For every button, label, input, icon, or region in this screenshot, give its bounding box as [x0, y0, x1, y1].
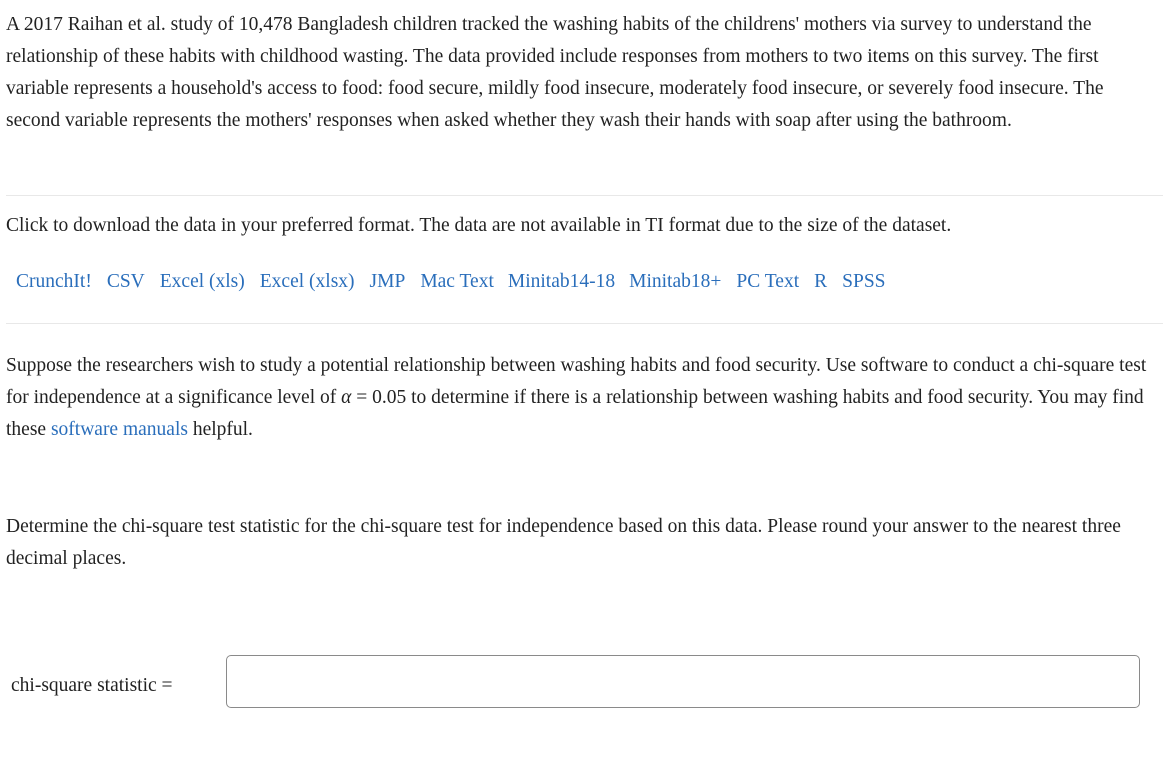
question-part1: Suppose the researchers wish to study a potential relationship between washing habits and food security. Use software to conduct a chi-square test for independence at a significance level of — [6, 355, 1147, 408]
download-instructions: Click to download the data in your preferred format. The data are not available in TI format due to the size of the dataset. — [6, 215, 952, 236]
download-mac-text-link[interactable]: Mac Text — [420, 271, 494, 292]
download-pc-text-link[interactable]: PC Text — [736, 271, 800, 292]
question-part3: helpful. — [187, 419, 253, 440]
download-csv-link[interactable]: CSV — [106, 271, 145, 292]
chi-square-input[interactable] — [226, 655, 1140, 708]
intro-paragraph — [6, 9, 1156, 137]
section-divider — [6, 323, 1163, 324]
download-minitab14-18-link[interactable]: Minitab14-18 — [507, 271, 616, 292]
task-text: Determine the chi-square test statistic for the chi-square test for independence based on this data. Please round your answer to the nearest three decimal places. — [6, 516, 1121, 569]
chi-square-label: chi-square statistic = — [11, 675, 173, 696]
section-divider — [6, 195, 1163, 196]
intro-text: A 2017 Raihan et al. study of 10,478 Bangladesh children tracked the washing habits of the childrens' mothers via survey to understand the relationship of these habits with childhood wasting. The data provided include responses from mothers to two items on this survey. The first variable represents a household's access to food: food secure, mildly food insecure, moderately food insecure, or severely food insecure. The second variable represents the mothers' responses when asked whether they wash their hands with soap after using the bathroom. — [6, 14, 1104, 131]
download-jmp-link[interactable]: JMP — [369, 271, 406, 292]
download-crunchit-link[interactable]: CrunchIt! — [16, 271, 92, 292]
download-r-link[interactable]: R — [814, 271, 828, 292]
alpha-symbol: α — [341, 387, 352, 408]
alpha-value: = 0.05 — [351, 387, 407, 408]
download-excel-xls-link[interactable]: Excel (xls) — [159, 271, 245, 292]
download-spss-link[interactable]: SPSS — [842, 271, 886, 292]
question-paragraph — [6, 350, 1156, 446]
download-minitab18plus-link[interactable]: Minitab18+ — [629, 271, 722, 292]
download-format-links — [16, 266, 901, 298]
software-manuals-link[interactable]: software manuals — [50, 419, 188, 440]
question-part2: to determine if there is a relationship between washing habits and food security. You may find these — [6, 387, 1144, 440]
question-text — [6, 350, 1156, 446]
download-excel-xlsx-link[interactable]: Excel (xlsx) — [259, 271, 355, 292]
task-paragraph — [6, 511, 1156, 575]
